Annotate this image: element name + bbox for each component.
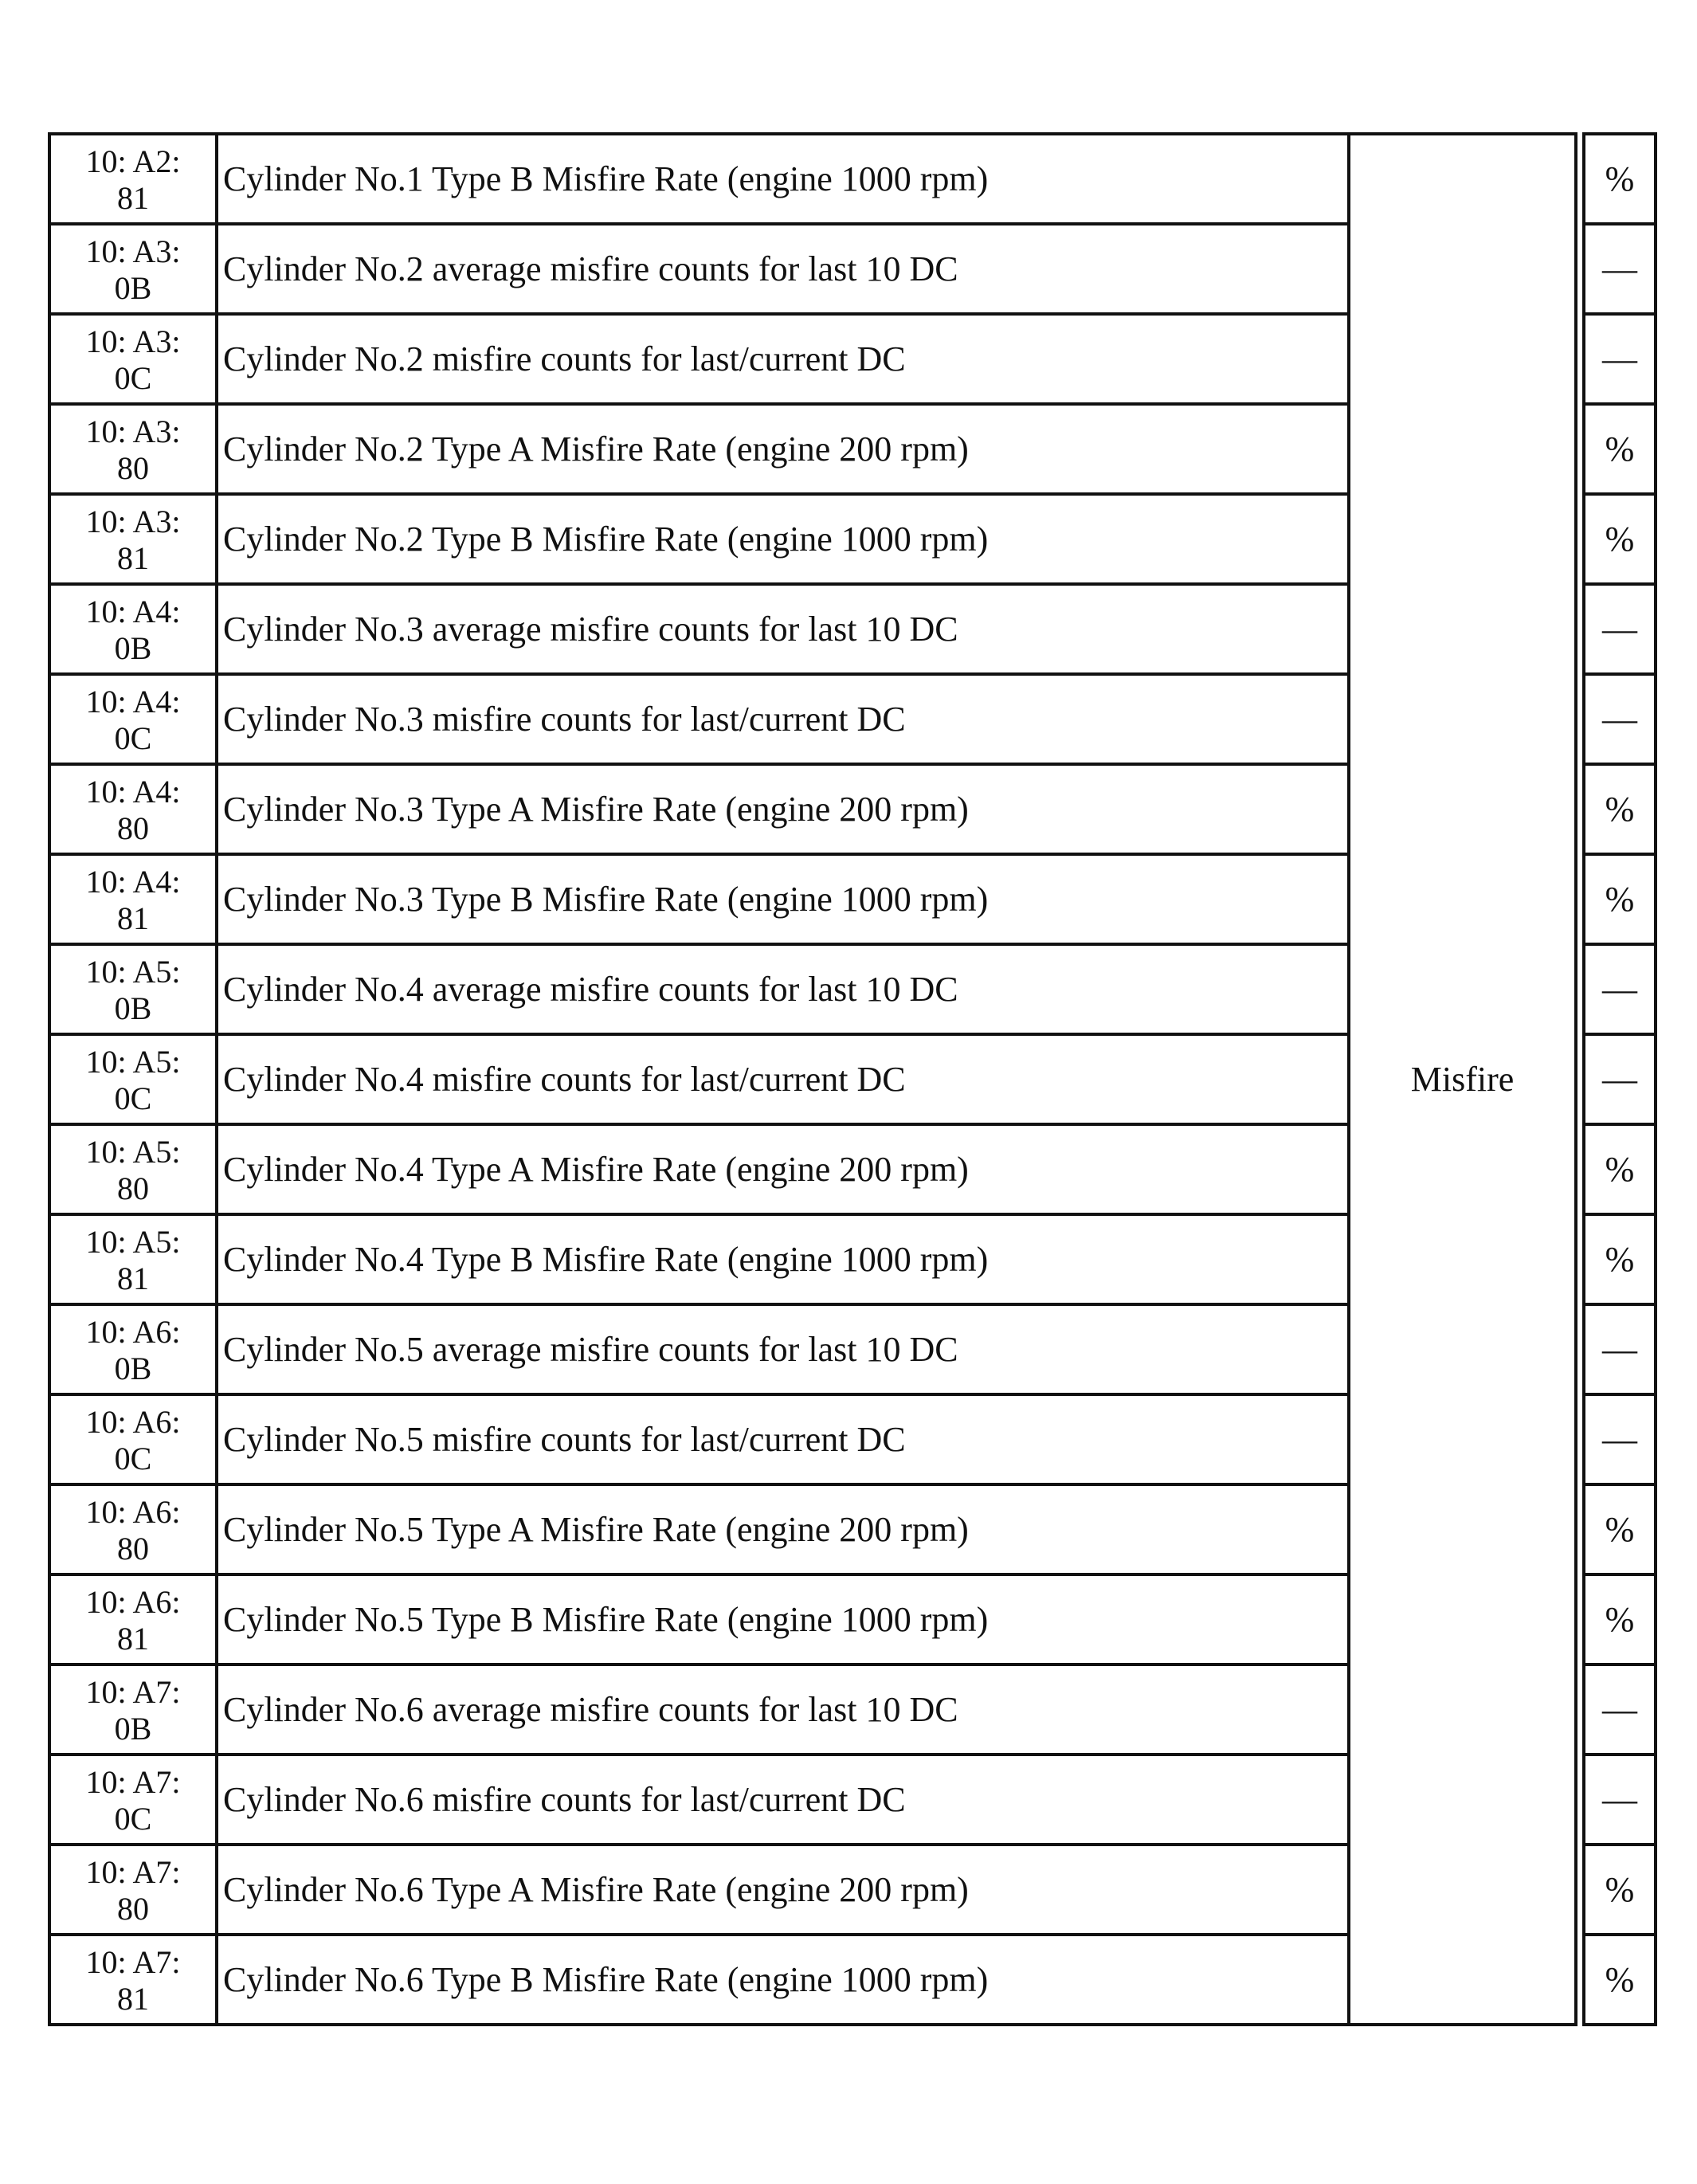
parameter-description-cell: Cylinder No.3 average misfire counts for last 10 DC bbox=[217, 584, 1349, 674]
unit-cell: — bbox=[1584, 1755, 1656, 1845]
unit-cell: % bbox=[1584, 1124, 1656, 1214]
parameter-description-cell: Cylinder No.5 misfire counts for last/current DC bbox=[217, 1394, 1349, 1484]
parameter-id-line1: 10: A4: bbox=[85, 863, 181, 900]
parameter-id-cell bbox=[49, 314, 217, 404]
parameter-id-line2: 0C bbox=[114, 1440, 152, 1476]
parameter-id-line2: 0B bbox=[114, 1710, 152, 1747]
parameter-id-cell bbox=[49, 584, 217, 674]
parameter-id-line1: 10: A7: bbox=[85, 1673, 181, 1710]
parameter-id-line2: 81 bbox=[117, 1260, 149, 1296]
unit-cell: % bbox=[1584, 404, 1656, 494]
parameter-id-cell bbox=[49, 854, 217, 944]
unit-cell: — bbox=[1584, 944, 1656, 1034]
parameter-id-line2: 80 bbox=[117, 810, 149, 846]
parameter-description-cell: Cylinder No.5 average misfire counts for last 10 DC bbox=[217, 1304, 1349, 1394]
parameter-id-cell bbox=[49, 1124, 217, 1214]
parameter-id-cell bbox=[49, 224, 217, 314]
parameter-id-cell bbox=[49, 1935, 217, 2025]
parameter-description-cell: Cylinder No.2 average misfire counts for last 10 DC bbox=[217, 224, 1349, 314]
parameter-id-line1: 10: A7: bbox=[85, 1853, 181, 1890]
parameter-description-cell: Cylinder No.1 Type B Misfire Rate (engine 1000 rpm) bbox=[217, 134, 1349, 224]
unit-cell: % bbox=[1584, 1845, 1656, 1935]
parameter-id-cell bbox=[49, 944, 217, 1034]
parameter-id-line1: 10: A5: bbox=[85, 1133, 181, 1170]
parameter-id-line1: 10: A7: bbox=[85, 1763, 181, 1800]
parameter-id-line2: 0C bbox=[114, 720, 152, 756]
parameter-id-line2: 0C bbox=[114, 1800, 152, 1837]
unit-cell: % bbox=[1584, 494, 1656, 584]
parameter-description-cell: Cylinder No.2 Type A Misfire Rate (engine 200 rpm) bbox=[217, 404, 1349, 494]
parameter-id-cell bbox=[49, 134, 217, 224]
parameter-id-line1: 10: A4: bbox=[85, 773, 181, 810]
parameter-id-line1: 10: A5: bbox=[85, 953, 181, 990]
parameter-description-cell: Cylinder No.3 Type B Misfire Rate (engine 1000 rpm) bbox=[217, 854, 1349, 944]
unit-cell: — bbox=[1584, 1304, 1656, 1394]
unit-cell: % bbox=[1584, 134, 1656, 224]
unit-cell: — bbox=[1584, 674, 1656, 764]
parameter-id-cell bbox=[49, 674, 217, 764]
parameter-id-cell bbox=[49, 1394, 217, 1484]
column-separator bbox=[1576, 134, 1584, 2025]
unit-cell: — bbox=[1584, 314, 1656, 404]
parameter-id-line2: 80 bbox=[117, 1170, 149, 1206]
parameter-description-cell: Cylinder No.2 Type B Misfire Rate (engine 1000 rpm) bbox=[217, 494, 1349, 584]
unit-cell: % bbox=[1584, 1484, 1656, 1574]
unit-cell: — bbox=[1584, 1034, 1656, 1124]
parameter-description-cell: Cylinder No.5 Type A Misfire Rate (engine 200 rpm) bbox=[217, 1484, 1349, 1574]
parameter-id-line1: 10: A6: bbox=[85, 1403, 181, 1440]
parameter-id-line2: 81 bbox=[117, 900, 149, 936]
misfire-data-table bbox=[48, 132, 1657, 2026]
unit-cell: % bbox=[1584, 854, 1656, 944]
misfire-data-table-container bbox=[48, 132, 1654, 2024]
parameter-id-line1: 10: A3: bbox=[85, 233, 181, 269]
parameter-description-cell: Cylinder No.6 Type B Misfire Rate (engine 1000 rpm) bbox=[217, 1935, 1349, 2025]
parameter-id-line1: 10: A5: bbox=[85, 1223, 181, 1260]
parameter-id-line1: 10: A3: bbox=[85, 323, 181, 359]
category-cell: Misfire bbox=[1349, 134, 1576, 2025]
parameter-id-line1: 10: A4: bbox=[85, 683, 181, 720]
unit-cell: — bbox=[1584, 1664, 1656, 1755]
parameter-description-cell: Cylinder No.6 average misfire counts for last 10 DC bbox=[217, 1664, 1349, 1755]
parameter-id-line2: 0B bbox=[114, 990, 152, 1026]
parameter-id-line2: 80 bbox=[117, 1530, 149, 1566]
parameter-id-cell bbox=[49, 1214, 217, 1304]
parameter-id-cell bbox=[49, 1845, 217, 1935]
parameter-id-cell bbox=[49, 1755, 217, 1845]
unit-cell: — bbox=[1584, 224, 1656, 314]
parameter-id-line1: 10: A7: bbox=[85, 1943, 181, 1980]
parameter-id-line1: 10: A5: bbox=[85, 1043, 181, 1080]
parameter-id-cell bbox=[49, 1304, 217, 1394]
parameter-id-line2: 81 bbox=[117, 179, 149, 216]
parameter-id-line1: 10: A6: bbox=[85, 1583, 181, 1620]
parameter-id-line2: 81 bbox=[117, 1980, 149, 2017]
parameter-id-line2: 81 bbox=[117, 1620, 149, 1657]
parameter-id-line2: 0B bbox=[114, 1350, 152, 1386]
parameter-description-cell: Cylinder No.6 misfire counts for last/current DC bbox=[217, 1755, 1349, 1845]
parameter-id-line2: 0C bbox=[114, 359, 152, 396]
parameter-id-line2: 81 bbox=[117, 539, 149, 576]
parameter-id-cell bbox=[49, 1664, 217, 1755]
parameter-id-line2: 0C bbox=[114, 1080, 152, 1116]
unit-cell: — bbox=[1584, 584, 1656, 674]
parameter-id-cell bbox=[49, 494, 217, 584]
parameter-description-cell: Cylinder No.4 misfire counts for last/current DC bbox=[217, 1034, 1349, 1124]
table-body bbox=[49, 134, 1656, 2025]
parameter-id-line2: 0B bbox=[114, 629, 152, 666]
parameter-id-line2: 80 bbox=[117, 1890, 149, 1927]
parameter-id-cell bbox=[49, 404, 217, 494]
parameter-id-line2: 80 bbox=[117, 449, 149, 486]
table-row bbox=[49, 134, 1656, 224]
unit-cell: % bbox=[1584, 764, 1656, 854]
parameter-description-cell: Cylinder No.6 Type A Misfire Rate (engine 200 rpm) bbox=[217, 1845, 1349, 1935]
parameter-id-cell bbox=[49, 1034, 217, 1124]
parameter-description-cell: Cylinder No.3 Type A Misfire Rate (engine 200 rpm) bbox=[217, 764, 1349, 854]
parameter-description-cell: Cylinder No.4 Type A Misfire Rate (engine 200 rpm) bbox=[217, 1124, 1349, 1214]
parameter-description-cell: Cylinder No.4 Type B Misfire Rate (engine 1000 rpm) bbox=[217, 1214, 1349, 1304]
parameter-description-cell: Cylinder No.5 Type B Misfire Rate (engine 1000 rpm) bbox=[217, 1574, 1349, 1664]
parameter-id-cell bbox=[49, 764, 217, 854]
parameter-id-line1: 10: A6: bbox=[85, 1493, 181, 1530]
unit-cell: — bbox=[1584, 1394, 1656, 1484]
parameter-id-cell bbox=[49, 1574, 217, 1664]
parameter-id-line1: 10: A6: bbox=[85, 1313, 181, 1350]
parameter-id-cell bbox=[49, 1484, 217, 1574]
unit-cell: % bbox=[1584, 1214, 1656, 1304]
unit-cell: % bbox=[1584, 1574, 1656, 1664]
parameter-description-cell: Cylinder No.2 misfire counts for last/current DC bbox=[217, 314, 1349, 404]
parameter-description-cell: Cylinder No.4 average misfire counts for last 10 DC bbox=[217, 944, 1349, 1034]
parameter-id-line1: 10: A3: bbox=[85, 503, 181, 539]
parameter-id-line1: 10: A3: bbox=[85, 413, 181, 449]
unit-cell: % bbox=[1584, 1935, 1656, 2025]
parameter-id-line1: 10: A4: bbox=[85, 593, 181, 629]
parameter-id-line1: 10: A2: bbox=[85, 143, 181, 179]
parameter-description-cell: Cylinder No.3 misfire counts for last/current DC bbox=[217, 674, 1349, 764]
parameter-id-line2: 0B bbox=[114, 269, 152, 306]
